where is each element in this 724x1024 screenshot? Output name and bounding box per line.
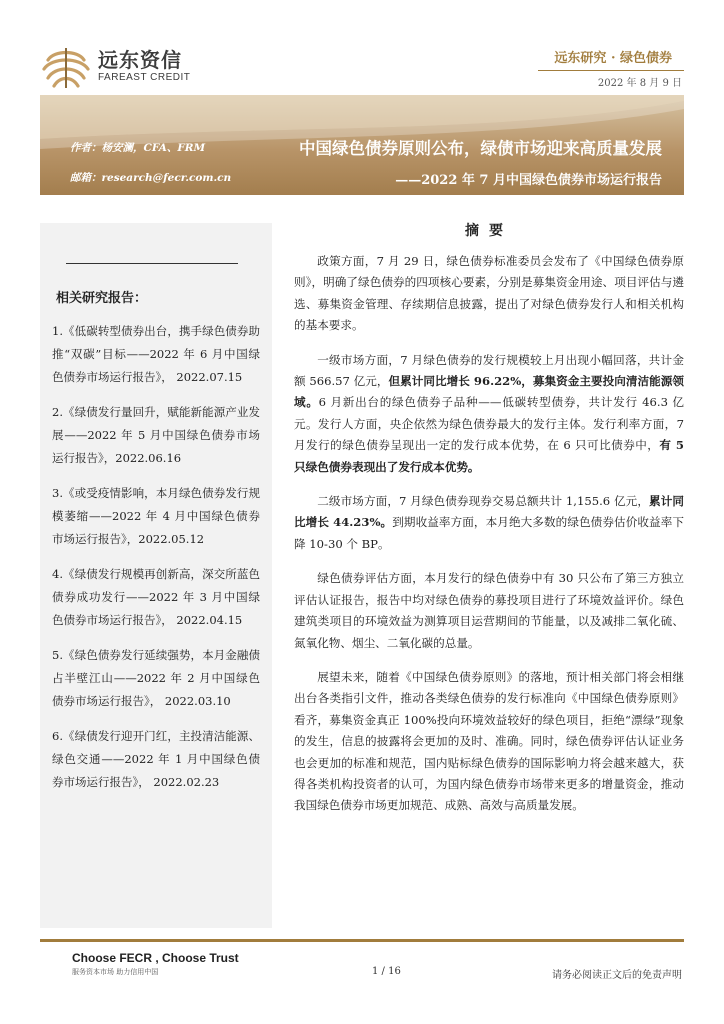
author-line: 作者：杨安澜，CFA、FRM (70, 142, 206, 154)
bold-text-run: 但累计同比增长 96.22%，募集资金主要投向清洁能源领域。 (294, 374, 684, 410)
summary-paragraph-primary-market (294, 350, 684, 478)
fareast-credit-logo-icon (40, 42, 92, 94)
related-report-item[interactable] (52, 725, 260, 794)
sidebar (40, 223, 272, 928)
footer-divider (40, 939, 684, 942)
related-report-text: 3.《或受疫情影响，本月绿色债券发行规模萎缩——2022 年 4 月中国绿色债券市场运行报告》，2022.05.12 (52, 486, 260, 546)
brand-name-en: FAREAST CREDIT (98, 72, 191, 83)
related-report-item[interactable] (52, 482, 260, 551)
summary-paragraph-secondary-market (294, 491, 684, 555)
page-number: 1 / 16 (372, 966, 401, 977)
title-banner (40, 95, 684, 195)
related-report-date: 2022.07.15 (176, 370, 243, 384)
related-report-text: 1.《低碳转型债券出台，携手绿色债券助推“双碳”目标——2022 年 6 月中国绿色债券市场运行报告》， (52, 324, 260, 384)
summary-paragraph-policy: 政策方面，7 月 29 日，绿色债券标准委员会发布了《中国绿色债券原则》，明确了绿色债券的四项核心要素，分别是募集资金用途、项目评估与遴选、募集资金管理、存续期信息披露，提出了对绿色债券发行人和相关机构的基本要求。 (294, 254, 684, 333)
report-date: 2022 年 8 月 9 日 (597, 78, 682, 89)
related-reports-heading: 相关研究报告： (56, 291, 148, 306)
text-run: 到期收益率方面，本月绝大多数的绿色债券估价收益率下降 10-30 个 BP。 (294, 515, 684, 551)
brand-name-cn: 远东资信 (98, 48, 182, 72)
text-run: 二级市场方面，7 月绿色债券现券交易总额共计 1,155.6 亿元， (317, 494, 650, 509)
related-report-text: 2.《绿债发行量回升，赋能新能源产业发展——2022 年 5 月中国绿色债券市场运行报告》，2022.06.16 (52, 405, 260, 465)
footer-slogan: Choose FECR , Choose Trust (72, 951, 239, 965)
related-report-text: 5.《绿色债券发行延续强势，本月金融债占半壁江山——2022 年 2 月中国绿色债券市场运行报告》， (52, 648, 260, 708)
related-report-date: 2022.02.23 (153, 775, 220, 789)
text-run: 一级市场方面，7 月绿色债券的发行规模较上月出现小幅回落，共计金额 566.57 亿元， (294, 352, 684, 389)
related-report-date: 2022.04.15 (176, 613, 243, 627)
footer-tagline: 服务资本市场 助力信用中国 (72, 968, 159, 976)
summary-body (294, 251, 684, 830)
bold-text-run: 有 5 只绿色债券表现出了发行成本优势。 (294, 438, 685, 474)
text-run: 6 月新出台的绿色债券子品种——低碳转型债券，共计发行 46.3 亿元。发行人方面，央企依然为绿色债券最大的发行主体。发行利率方面，7 月发行的绿色债券呈现出一定的发行成本优势，在 6 只可比债券中， (294, 395, 684, 453)
series-label: 远东研究 · 绿色债券 (554, 51, 672, 66)
disclaimer-note: 请务必阅读正文后的免责声明 (552, 970, 682, 981)
sidebar-divider (66, 263, 238, 264)
related-report-item[interactable] (52, 644, 260, 713)
bold-text-run: 累计同比增长 44.23%。 (294, 494, 684, 530)
summary-paragraph-evaluation: 绿色债券评估方面，本月发行的绿色债券中有 30 只公布了第三方独立评估认证报告，报告中均对绿色债券的募投项目进行了环境效益评价。绿色建筑类项目的环境效益为测算项目运营期间的节能量，以及减排二氧化硫、氮氧化物、烟尘、二氧化碳的总量。 (294, 571, 684, 650)
related-report-item[interactable] (52, 401, 260, 470)
header-divider (538, 70, 684, 71)
related-reports-list (52, 320, 260, 806)
related-report-text: 4.《绿债发行规模再创新高，深交所蓝色债券成功发行——2022 年 3 月中国绿色债券市场运行报告》， (52, 567, 260, 627)
summary-heading: 摘要 (465, 223, 513, 239)
related-report-item[interactable] (52, 320, 260, 389)
related-report-date: 2022.03.10 (164, 694, 231, 708)
report-title: 中国绿色债券原则公布，绿债市场迎来高质量发展 (299, 139, 662, 158)
related-report-text: 6.《绿债发行迎开门红，主投清洁能源、绿色交通——2022 年 1 月中国绿色债券市场运行报告》， (52, 729, 260, 789)
email-line: 邮箱：research@fecr.com.cn (70, 172, 232, 184)
report-subtitle: ——2022 年 7 月中国绿色债券市场运行报告 (395, 173, 662, 188)
related-report-item[interactable] (52, 563, 260, 632)
summary-paragraph-outlook: 展望未来，随着《中国绿色债券原则》的落地，预计相关部门将会相继出台各类指引文件，推动各类绿色债券的发行标准向《中国绿色债券原则》看齐，募集资金真正 100%投向环境效益较好的绿色项目，拒绝“漂绿”现象的发生，信息的披露将会更加的及时、准确。同时，绿色债券评估认证业务也会更加的标准和规范，国内贴标绿色债券的国际影响力将会越来越大，获得各类机构投资者的认可，为国内绿色债券市场带来更多的增量资金，推动我国绿色债券市场更加规范、成熟、高效与高质量发展。 (294, 669, 684, 813)
